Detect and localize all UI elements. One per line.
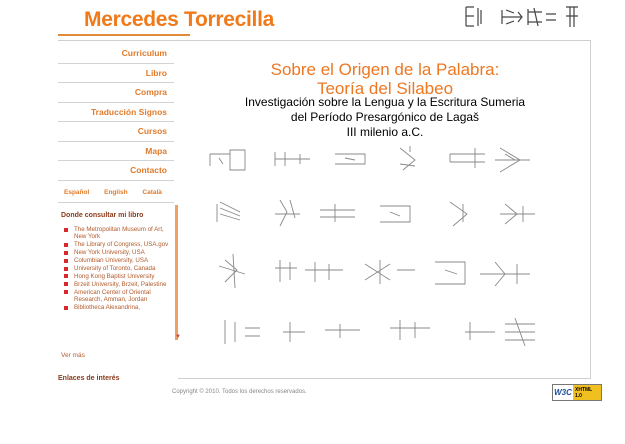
libraries-heading: Donde consultar mi libro xyxy=(61,212,144,219)
list-item[interactable]: Bibliotheca Alexandrina, xyxy=(64,304,172,311)
w3c-logo-icon: W3C xyxy=(553,385,573,400)
list-item[interactable]: New York University, USA xyxy=(64,249,172,256)
nav-item-contacto[interactable]: Contacto xyxy=(58,161,174,181)
list-item[interactable]: The Library of Congress, USA.gov xyxy=(64,241,172,248)
page-title xyxy=(180,60,590,98)
nav-item-cursos[interactable]: Cursos xyxy=(58,122,174,142)
site-title[interactable]: Mercedes Torrecilla xyxy=(84,8,275,31)
nav-item-mapa[interactable]: Mapa xyxy=(58,142,174,162)
cuneiform-signs-illustration xyxy=(205,142,545,372)
lang-catala[interactable]: Català xyxy=(142,189,162,196)
lang-english[interactable]: English xyxy=(104,189,128,196)
lang-espanol[interactable]: Español xyxy=(64,189,90,196)
copyright-text: Copyright © 2010. Todos los derechos reservados. xyxy=(172,389,307,395)
page-title-line-1: Sobre el Origen de la Palabra: xyxy=(270,60,500,79)
divider xyxy=(58,202,174,203)
nav-item-curriculum[interactable]: Curriculum xyxy=(58,44,174,64)
list-item[interactable]: American Center of Oriental Research, Amman, Jordan xyxy=(64,289,172,304)
content-frame-bottom xyxy=(178,378,591,379)
links-heading[interactable]: Enlaces de interés xyxy=(58,375,120,382)
list-item[interactable]: University of Toronto, Canada xyxy=(64,265,172,272)
subtitle-line-1: Investigación sobre la Lengua y la Escritura Sumeria xyxy=(244,95,526,109)
w3c-xhtml-badge[interactable] xyxy=(552,384,602,401)
subtitle-line-2: del Período Presargónico de Lagaš xyxy=(290,110,480,124)
subtitle-line-3: III milenio a.C. xyxy=(346,125,424,139)
nav-item-traduccion-signos[interactable]: Traducción Signos xyxy=(58,103,174,123)
see-more-link[interactable]: Ver más xyxy=(61,352,85,359)
language-switcher xyxy=(64,189,175,196)
list-item[interactable]: Columbian University, USA xyxy=(64,257,172,264)
nav-item-libro[interactable]: Libro xyxy=(58,64,174,84)
libraries-scrollbar[interactable] xyxy=(175,205,178,340)
page-title-line-2: Teoría del Silabeo xyxy=(316,79,454,98)
libraries-list[interactable] xyxy=(64,226,172,344)
title-underline xyxy=(58,34,190,36)
nav-item-compra[interactable]: Compra xyxy=(58,83,174,103)
list-item[interactable]: Hong Kong Baptist University xyxy=(64,273,172,280)
xhtml-badge-label: XHTML 1.0 xyxy=(573,385,601,400)
cuneiform-header-icon xyxy=(462,4,592,30)
scroll-down-arrow-icon[interactable]: ▼ xyxy=(175,334,181,340)
main-nav xyxy=(58,44,174,181)
list-item[interactable]: Brzeit University, Brzeit, Palestine xyxy=(64,281,172,288)
content-frame-top xyxy=(58,40,591,41)
list-item[interactable]: The Metropolitan Museum of Art, New York xyxy=(64,226,172,241)
content-frame-right xyxy=(590,40,591,378)
page-subtitle xyxy=(180,95,590,140)
